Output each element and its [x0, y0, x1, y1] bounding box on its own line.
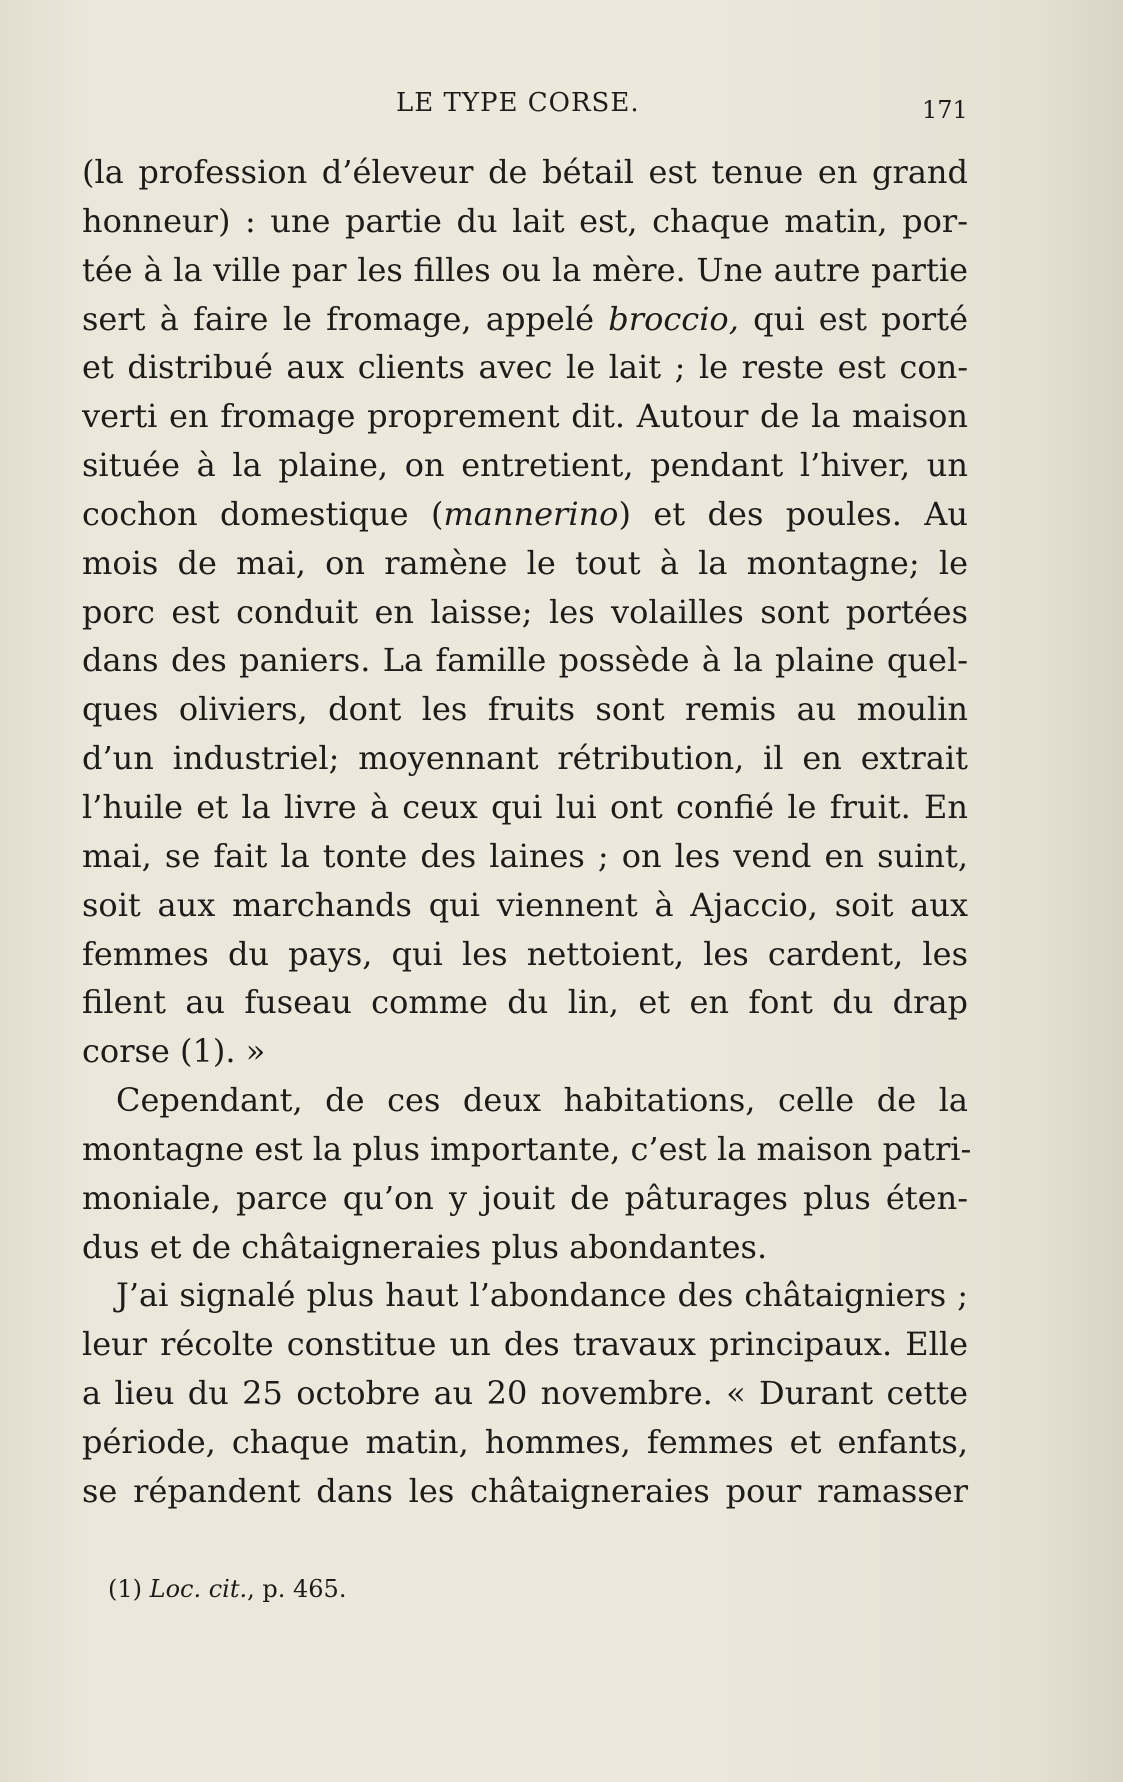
text-line: verti en fromage proprement dit. Autour de la maison [82, 397, 968, 436]
footnote-page: , p. 465. [247, 1575, 347, 1603]
text-line: porc est conduit en laisse; les volailles sont portées [82, 592, 968, 631]
body-text [82, 148, 972, 1516]
text-line: soit aux marchands qui viennent à Ajaccio, soit aux [82, 885, 968, 924]
text-line: mai, se fait la tonte des laines ; on les vend en suint, [82, 836, 968, 875]
text-line: se répandent dans les châtaigneraies pour ramasser [82, 1471, 968, 1510]
text-line: période, chaque matin, hommes, femmes et enfants, [82, 1422, 968, 1461]
footnote [108, 1575, 346, 1603]
text-line: dus et de châtaigneraies plus abondantes. [82, 1227, 768, 1266]
text-fragment: sert à faire le fromage, appelé [82, 299, 595, 338]
text-line: tée à la ville par les filles ou la mère. Une autre partie [82, 250, 968, 289]
text-fragment: ) et des poules. Au [618, 494, 968, 533]
italic-term-mannerino: mannerino [443, 494, 619, 533]
text-line: mois de mai, on ramène le tout à la montagne; le [82, 543, 968, 582]
text-line: honneur) : une partie du lait est, chaque matin, por- [82, 201, 968, 240]
text-line [82, 490, 968, 539]
text-line: moniale, parce qu’on y jouit de pâturages plus éten- [82, 1178, 968, 1217]
text-fragment: qui est porté [753, 299, 969, 338]
italic-term-broccio: broccio, [608, 299, 739, 338]
text-line: filent au fuseau comme du lin, et en font du drap [82, 983, 968, 1022]
page-number: 171 [922, 96, 968, 124]
text-fragment: cochon domestique ( [82, 494, 444, 533]
text-line: d’un industriel; moyennant rétribution, il en extrait [82, 739, 968, 778]
text-line: Cependant, de ces deux habitations, celle de la [116, 1081, 968, 1120]
text-line: ques oliviers, dont les fruits sont remis au moulin [82, 690, 968, 729]
text-line: J’ai signalé plus haut l’abondance des châtaigniers ; [116, 1276, 968, 1315]
text-line: a lieu du 25 octobre au 20 novembre. « Durant cette [82, 1374, 968, 1413]
text-line: située à la plaine, on entretient, pendant l’hiver, un [82, 446, 968, 485]
text-line: montagne est la plus importante, c’est la maison patri- [82, 1129, 972, 1168]
running-title: LE TYPE CORSE. [396, 88, 640, 118]
text-line: dans des paniers. La famille possède à la plaine quel- [82, 641, 968, 680]
text-line: l’huile et la livre à ceux qui lui ont confié le fruit. En [82, 787, 968, 826]
footnote-marker: (1) [108, 1575, 142, 1603]
text-line: corse (1). » [82, 1032, 266, 1071]
footnote-reference: Loc. cit. [149, 1575, 248, 1603]
text-line: (la profession d’éleveur de bétail est tenue en grand [82, 153, 968, 191]
text-line: leur récolte constitue un des travaux principaux. Elle [82, 1325, 968, 1364]
text-line [82, 295, 968, 344]
text-line: femmes du pays, qui les nettoient, les cardent, les [82, 934, 968, 973]
text-line: et distribué aux clients avec le lait ; le reste est con- [82, 348, 968, 387]
